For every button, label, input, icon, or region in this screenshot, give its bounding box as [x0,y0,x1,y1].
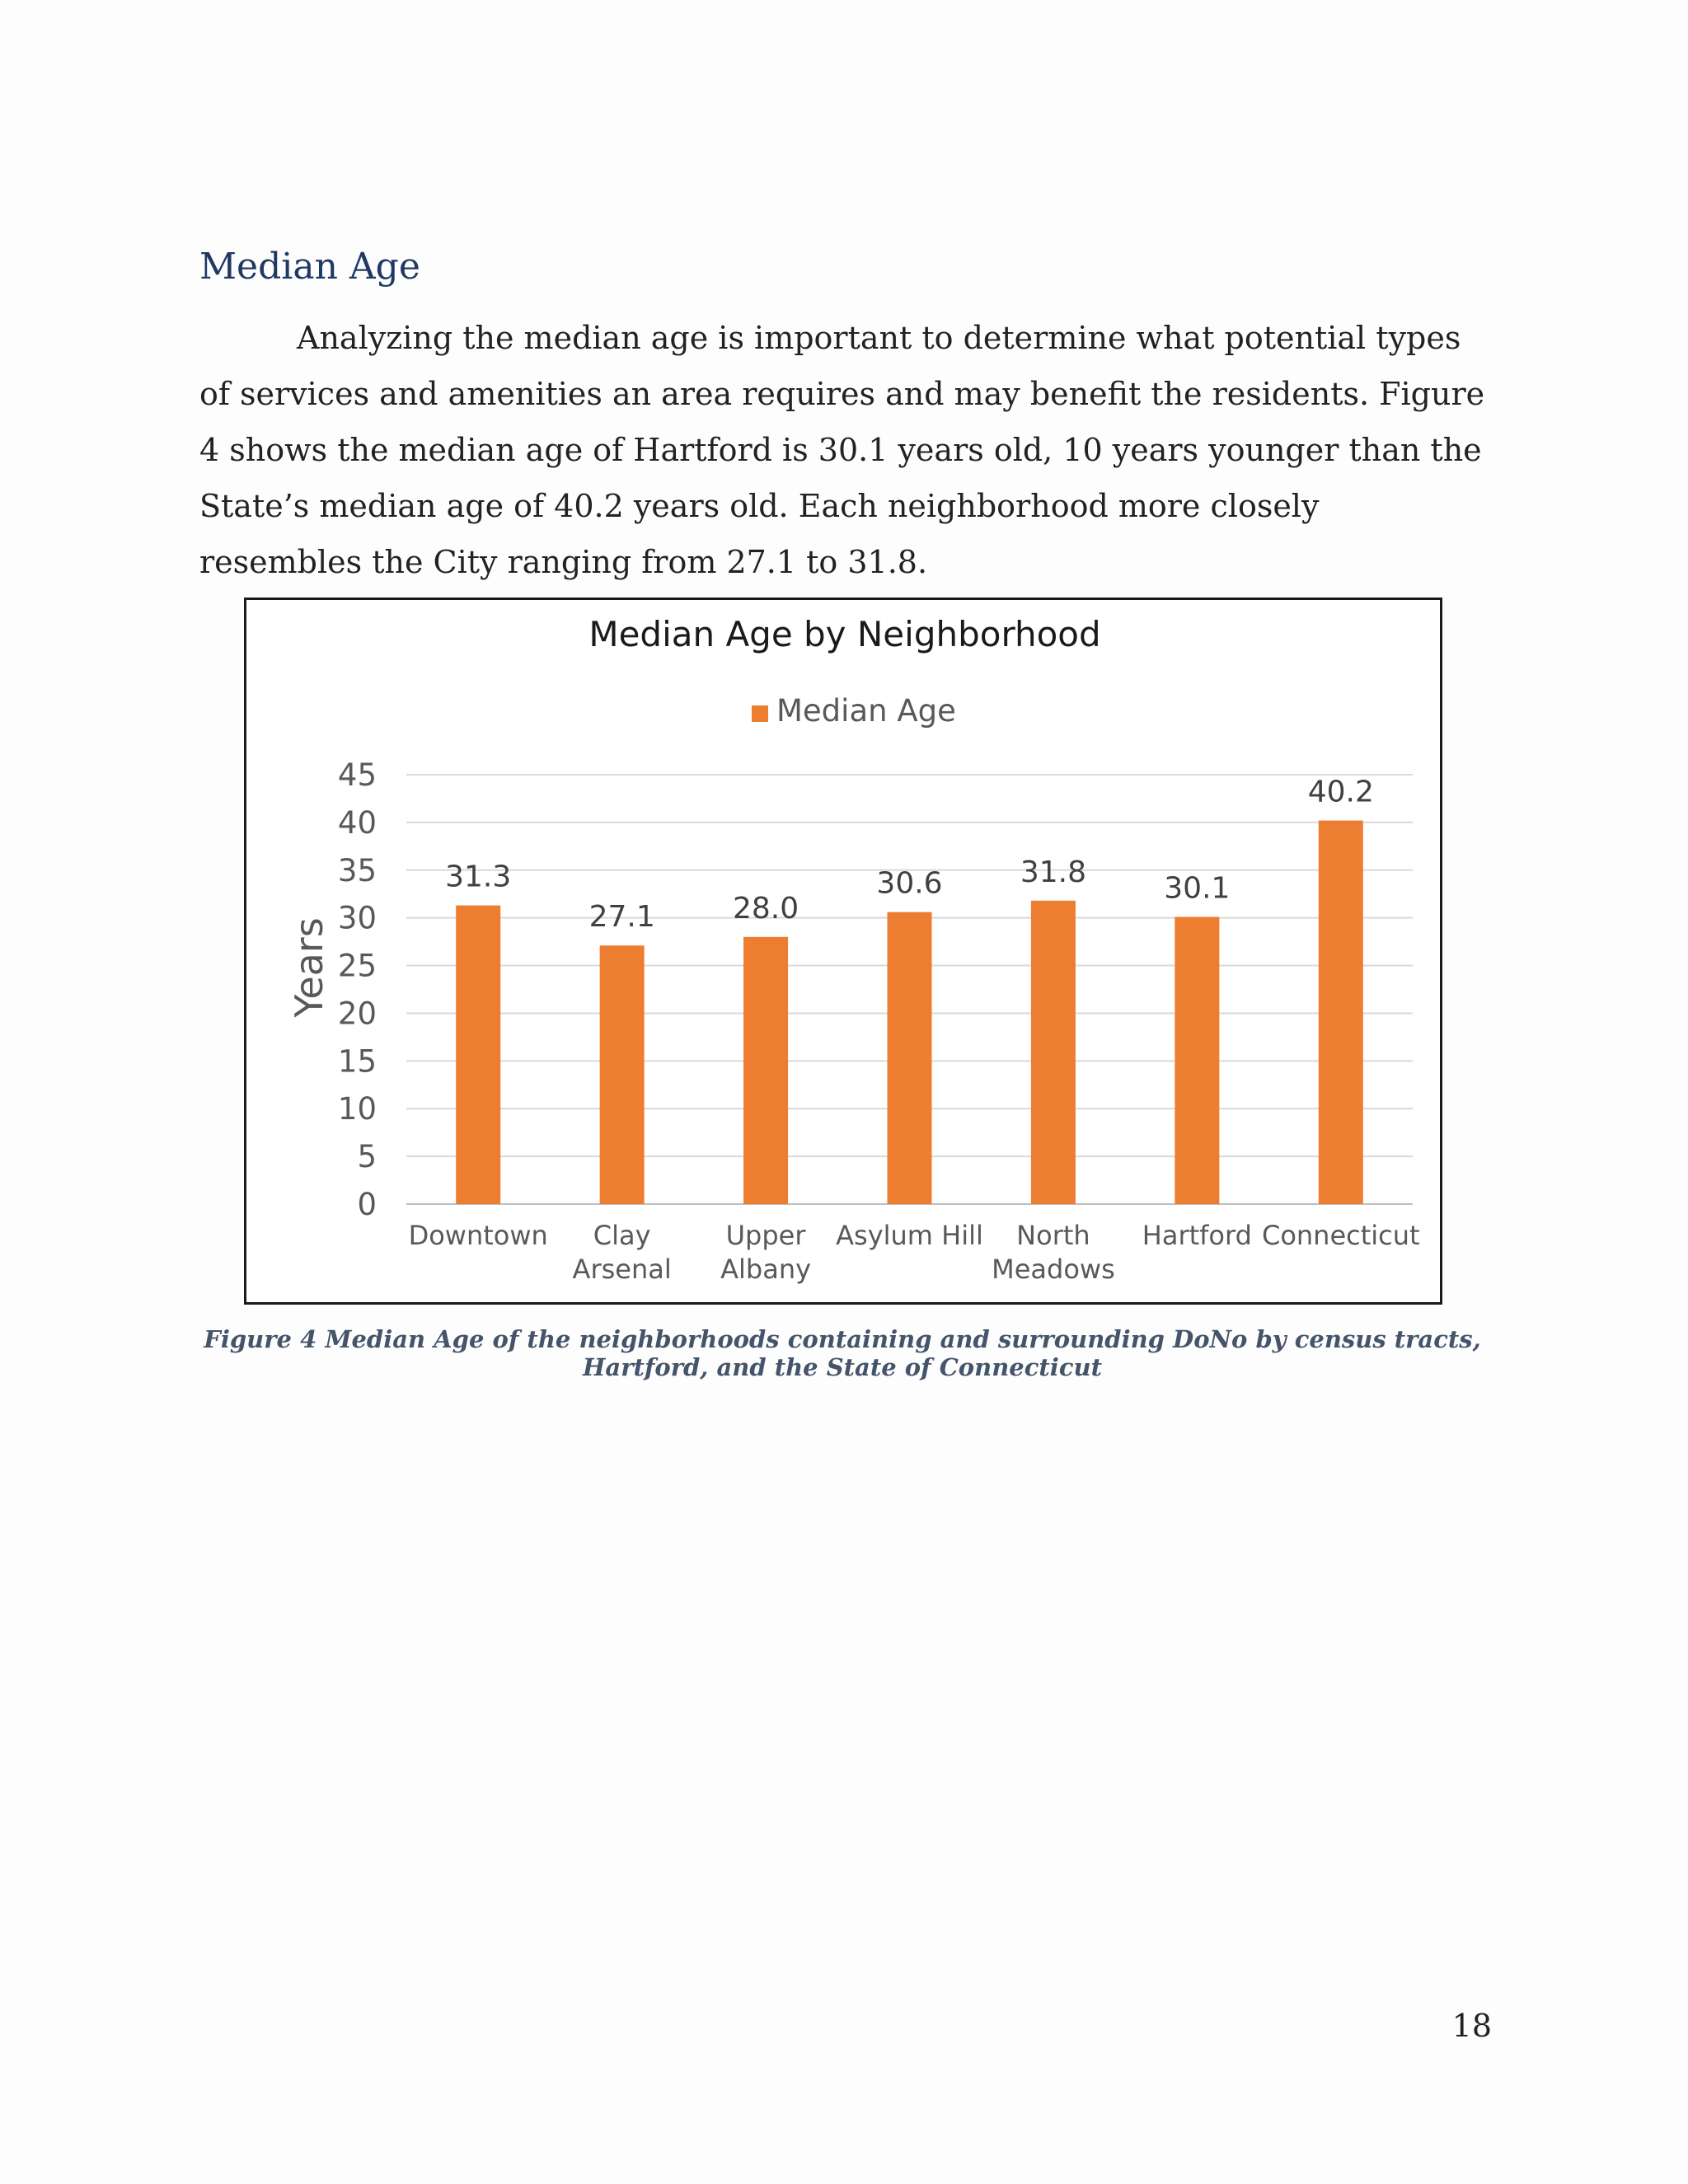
page-number: 18 [1451,2008,1492,2044]
x-axis-labels [409,1220,1420,1285]
data-label: 31.3 [445,860,512,894]
y-tick-label: 40 [337,804,377,841]
median-age-bar-chart [246,600,1440,1302]
y-tick-label: 10 [337,1091,377,1127]
bar [600,945,645,1204]
y-tick-label: 35 [337,852,377,888]
x-tick-label: Hartford [1142,1220,1252,1251]
data-label: 30.1 [1164,871,1231,906]
chart-legend [752,693,956,729]
data-label: 27.1 [588,900,655,935]
bar [888,912,932,1204]
y-axis-ticks [338,757,377,1222]
chart-frame [244,598,1442,1305]
y-tick-label: 5 [357,1139,377,1175]
y-tick-label: 0 [357,1187,377,1222]
x-tick-label: Meadows [992,1254,1115,1285]
y-tick-label: 30 [337,900,377,936]
paragraph-text: Analyzing the median age is important to determine what potential types of services and amenities an area requires and may benefit the residents. Figure 4 shows the median age of Hartford is 30.1 years old, 10 years younger than the State’s median age of 40.2 years old. Each neighborhood more closely resembles the City ranging from 27.1 to 31.8. [199,320,1485,580]
bar [456,906,500,1204]
x-tick-label: Asylum Hill [836,1220,983,1251]
y-axis-label: Years [287,917,331,1018]
x-tick-label: Connecticut [1261,1220,1420,1251]
section-heading: Median Age [199,246,420,288]
data-labels [445,776,1374,935]
bar [1175,917,1219,1204]
figure-caption: Figure 4 Median Age of the neighborhoods containing and surrounding DoNo by census tracts, Hartford, and the State of Connecticut [204,1325,1481,1381]
x-tick-label: Albany [720,1254,812,1285]
bar [743,937,788,1204]
bar [1319,821,1363,1204]
bar [1031,901,1076,1204]
y-tick-label: 25 [337,948,377,984]
y-tick-label: 20 [337,996,377,1032]
x-tick-label: Downtown [408,1220,548,1251]
legend-swatch [752,705,768,722]
data-label: 28.0 [732,891,799,926]
x-tick-label: Upper [725,1220,806,1251]
y-tick-label: 45 [337,757,377,793]
data-label: 31.8 [1020,855,1087,889]
x-tick-label: North [1016,1220,1090,1251]
y-tick-label: 15 [337,1043,377,1080]
legend-label: Median Age [776,693,956,729]
data-label: 40.2 [1307,775,1374,809]
x-tick-label: Clay [593,1220,651,1251]
body-paragraph [199,310,1485,590]
x-tick-label: Arsenal [572,1254,672,1285]
chart-title: Median Age by Neighborhood [588,614,1101,654]
data-label: 30.6 [876,866,943,901]
